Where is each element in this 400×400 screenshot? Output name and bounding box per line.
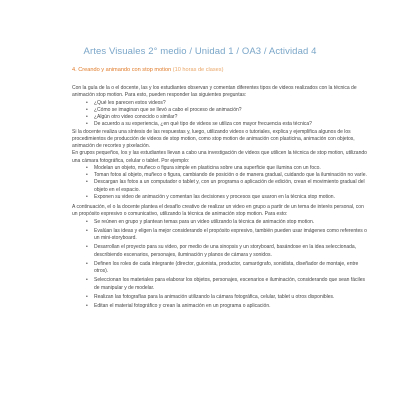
list-item: • Evalúan las ideas y eligen la mejor considerando el propósito expresivo, también pueden usar imágenes como referentes o un mini-storyboard.	[86, 228, 370, 243]
list-item: • Toman fotos al objeto, muñeco o figura, cambiando de posición o de manera gradual, cuidando que la iluminación no varíe.	[86, 172, 370, 179]
section-heading-text: 4. Creando y animando con stop motion	[72, 67, 172, 73]
list-item: • Descargan las fotos a un computador o tablet y, con un programa o aplicación de edición, crean el movimiento gradual del objeto en el espacio.	[86, 179, 370, 194]
list-item: • Seleccionan los materiales para elaborar los objetos, personajes, escenarios e iluminación, considerando que sean fáciles de manipular y de modelar.	[86, 277, 370, 292]
questions-list	[72, 100, 370, 129]
list-item: • Desarrollan el proyecto para su video, por medio de una sinopsis y un storyboard, basándose en la idea seleccionada, describiendo escenarios, personajes, iluminación y planos de cámara y sonidos.	[86, 244, 370, 259]
list-item: • ¿Algún otro video conocido o similar?	[86, 114, 370, 121]
synthesis-paragraph: Si la docente realiza una síntesis de las respuestas y, luego, utilizando videos o tutoriales, explica y ejemplifica algunos de los procedimientos de producción de videos de stop motion, como stop motion de animación con plasticina, animación con objetos, animación de recortes y pixelación.	[72, 128, 355, 149]
list-item: • Realizan las fotografías para la animación utilizando la cámara fotográfica, celular, tablet u otros disponibles.	[86, 294, 370, 301]
document-body	[72, 85, 370, 312]
intro-paragraph: Con la guía de la o el docente, las y los estudiantes observan y comentan diferentes tipos de videos realizados con la técnica de animación stop motion. Para esto, pueden responder las siguientes preguntas:	[72, 85, 357, 99]
page-title: Artes Visuales 2° medio / Unidad 1 / OA3 / Actividad 4	[83, 46, 317, 57]
list-item: • Exponen su video de animación y comentan las decisiones y procesos que usaron en la técnica stop motion.	[86, 194, 370, 201]
investigation-paragraph: En grupos pequeños, los y las estudiantes llevan a cabo una investigación de videos que utilicen la técnica de stop motion, utilizando una cámara fotográfica, celular o tablet. Por ejemplo:	[72, 150, 367, 164]
steps-list	[72, 219, 370, 311]
list-item: • Modelan un objeto, muñeco o figura simple en plasticina sobre una superficie que ilumina con un foco.	[86, 165, 370, 172]
section-hours: (10 horas de clases)	[172, 67, 224, 73]
list-item: • Definen los roles de cada integrante (director, guionista, productor, camarógrafo, sonidista, diseñador de montaje, entre otros).	[86, 261, 370, 276]
challenge-paragraph: A continuación, el o la docente plantea el desafío creativo de realizar un video en grupo a partir de un tema de interés personal, con un propósito expresivo o comunicativo, utilizando la técnica de animación stop motion. Para esto:	[72, 204, 364, 218]
list-item: • ¿Qué les parecen estos videos?	[86, 100, 370, 107]
list-item: • De acuerdo a su experiencia, ¿en qué tipo de videos se utiliza con mayor frecuencia esta técnica?	[86, 121, 370, 128]
section-heading	[72, 67, 223, 73]
examples-list	[72, 165, 370, 201]
list-item: • ¿Cómo se imaginan que se llevó a cabo el proceso de animación?	[86, 107, 370, 114]
list-item: • Se reúnen en grupo y plantean temas para un video utilizando la técnica de animación stop motion.	[86, 219, 370, 226]
list-item: • Editan el material fotográfico y crean la animación en un programa o aplicación.	[86, 303, 370, 310]
